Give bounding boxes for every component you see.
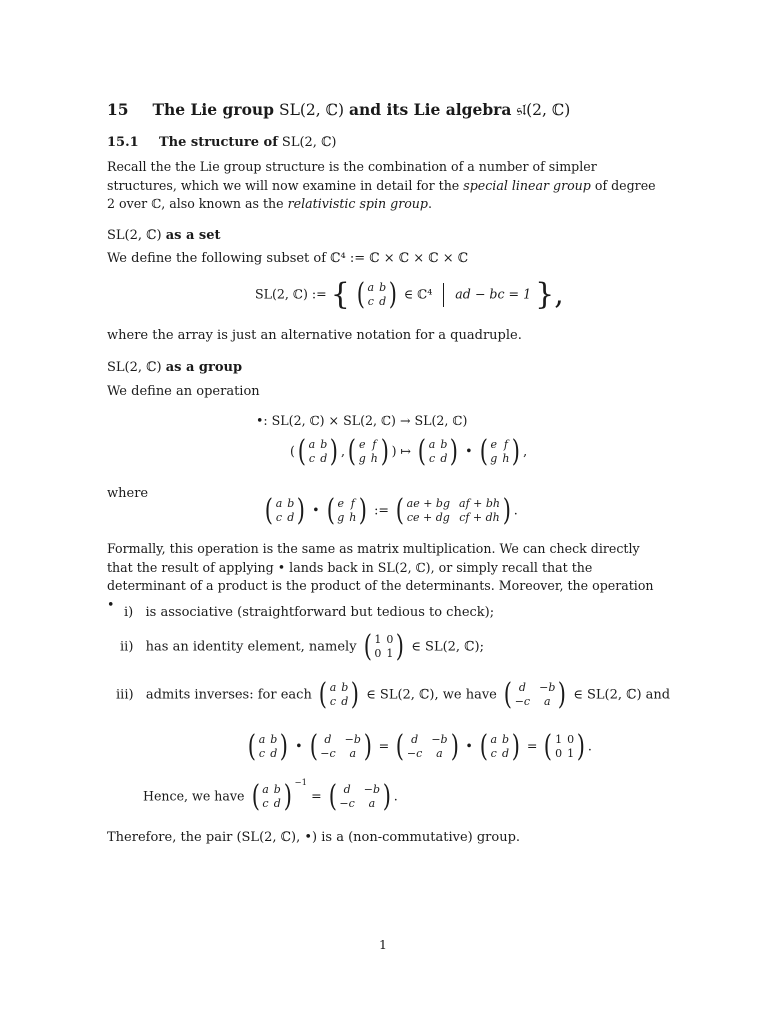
matrix-parenthesis: ( bbox=[395, 493, 404, 528]
matrix-entry: 0 bbox=[374, 647, 382, 660]
matrix-parenthesis: ) bbox=[351, 677, 360, 712]
matrix-entry: d bbox=[320, 452, 328, 465]
conclusion: Therefore, the pair (SL(2, ℂ), •) is a (non-commutative) group. bbox=[107, 830, 521, 845]
matrix-entry: a bbox=[329, 681, 337, 694]
op-map-matrix-3 bbox=[416, 434, 460, 469]
matrix-entry: c bbox=[367, 295, 374, 308]
set-def-matrix bbox=[355, 277, 399, 312]
matrix-entry: 1 bbox=[374, 633, 382, 646]
matrix-entry: −b bbox=[363, 783, 381, 796]
matrix-entry: c bbox=[308, 452, 315, 465]
inverse-check-matrix-2 bbox=[308, 729, 374, 764]
item-iii bbox=[116, 677, 671, 712]
item-iii-label: iii) bbox=[116, 687, 134, 703]
matrix-entry: f bbox=[372, 438, 377, 451]
product-result-matrix bbox=[394, 493, 513, 528]
matrix-parenthesis: ( bbox=[297, 434, 306, 469]
matrix-entry: b bbox=[379, 281, 387, 294]
matrix-entry: b bbox=[273, 783, 281, 796]
item-i-label: i) bbox=[124, 605, 134, 620]
set-def-condition: ad − bc = 1 bbox=[455, 286, 532, 302]
op-signature: •: SL(2, ℂ) × SL(2, ℂ) → SL(2, ℂ) bbox=[256, 413, 468, 428]
intro-text-1: Recall the the Lie group structure is the combination of a number of simpler structures, which we will now examine in detail for the bbox=[107, 159, 597, 193]
matrix-parenthesis: ( bbox=[247, 729, 256, 764]
matrix-entry: c bbox=[490, 747, 497, 760]
matrix-entry: c bbox=[258, 747, 266, 760]
intro-emphasis-1: special linear group bbox=[463, 177, 591, 193]
item-i bbox=[124, 604, 494, 622]
matrix-parenthesis: ( bbox=[544, 729, 553, 764]
group-heading-label: as a group bbox=[165, 360, 243, 375]
matrix-parenthesis: ) bbox=[380, 434, 389, 469]
matrix-entry: b bbox=[287, 497, 295, 510]
left-brace: { bbox=[330, 277, 350, 312]
section-heading bbox=[107, 100, 570, 120]
item-iii-matrix-2 bbox=[502, 677, 568, 712]
matrix-parenthesis: ( bbox=[479, 434, 488, 469]
matrix-parenthesis: ) bbox=[558, 677, 567, 712]
matrix-entry: a bbox=[543, 695, 551, 708]
intro-emphasis-2: relativistic spin group bbox=[287, 196, 428, 211]
set-def-in-c4: ∈ ℂ⁴ bbox=[403, 286, 433, 302]
matrix-entry: a bbox=[258, 733, 266, 746]
matrix-entry: ce + dg bbox=[406, 511, 450, 524]
subsection-heading bbox=[107, 135, 337, 150]
matrix-entry: d bbox=[273, 797, 281, 810]
right-brace: }, bbox=[535, 277, 564, 312]
set-def-lhs: SL(2, ℂ) := bbox=[255, 286, 327, 302]
matrix-parenthesis: ) bbox=[363, 729, 372, 764]
matrix-parenthesis: ) bbox=[512, 434, 521, 469]
matrix-entry: g bbox=[337, 511, 345, 524]
matrix-entry: e bbox=[337, 497, 345, 510]
set-heading-label: as a set bbox=[165, 228, 221, 243]
matrix-entry: a bbox=[349, 747, 357, 760]
matrix-entry: d bbox=[343, 783, 351, 796]
inverse-check-identity bbox=[542, 729, 586, 764]
matrix-entry: g bbox=[490, 452, 498, 465]
matrix-parenthesis: ) bbox=[450, 729, 459, 764]
matrix-entry: d bbox=[518, 681, 526, 694]
matrix-parenthesis: ) bbox=[359, 493, 368, 528]
such-that-bar bbox=[443, 283, 444, 307]
intro-text-3: . bbox=[427, 196, 432, 211]
matrix-parenthesis: ( bbox=[328, 779, 337, 814]
subsection-number: 15.1 bbox=[107, 135, 139, 150]
matrix-entry: d bbox=[341, 695, 349, 708]
identity-matrix bbox=[362, 629, 406, 664]
matrix-entry: c bbox=[262, 797, 269, 810]
matrix-parenthesis: ) bbox=[396, 629, 405, 664]
matrix-parenthesis: ( bbox=[395, 729, 405, 764]
matrix-entry: f bbox=[350, 497, 355, 510]
op-map-matrix-1 bbox=[296, 434, 340, 469]
matrix-entry: a bbox=[368, 797, 376, 810]
section-algebra: 𝔰𝔩(2, ℂ) bbox=[516, 101, 571, 119]
matrix-entry: h bbox=[370, 452, 378, 465]
matrix-parenthesis: ) bbox=[280, 729, 289, 764]
hence-equation: Hence, we have ( a b c d ) $^{-1}$ = ( d −b −c a ) . bbox=[143, 778, 398, 814]
set-note: where the array is just an alternative notation for a quadruple. bbox=[107, 328, 522, 343]
matrix-entry: c bbox=[329, 695, 337, 708]
matrix-parenthesis: ( bbox=[356, 277, 365, 312]
matrix-parenthesis: ) bbox=[502, 493, 511, 528]
matrix-parenthesis: ) bbox=[388, 277, 398, 312]
matrix-parenthesis: ( bbox=[347, 434, 356, 469]
matrix-entry: a bbox=[428, 438, 436, 451]
item-iii-matrix-1 bbox=[317, 677, 361, 712]
section-title-mid: and its Lie algebra bbox=[348, 100, 512, 119]
matrix-entry: g bbox=[358, 452, 366, 465]
matrix-entry: −c bbox=[320, 747, 336, 760]
item-ii-text: has an identity element, namely bbox=[145, 639, 357, 655]
matrix-entry: a bbox=[308, 438, 316, 451]
op-map-matrix-2 bbox=[346, 434, 391, 469]
product-matrix-1 bbox=[263, 493, 307, 528]
matrix-entry: d bbox=[411, 733, 419, 746]
matrix-entry: ae + bg bbox=[406, 497, 451, 510]
hence-matrix-2 bbox=[327, 779, 393, 814]
set-definition-equation bbox=[255, 277, 564, 312]
matrix-entry: b bbox=[502, 733, 510, 746]
matrix-entry: −b bbox=[539, 681, 556, 694]
matrix-entry: af + bh bbox=[459, 497, 500, 510]
matrix-entry: b bbox=[341, 681, 349, 694]
matrix-entry: −c bbox=[514, 695, 531, 708]
intro-paragraph bbox=[107, 158, 662, 214]
matrix-entry: f bbox=[503, 438, 508, 451]
matrix-parenthesis: ( bbox=[251, 779, 260, 814]
matrix-entry: e bbox=[490, 438, 498, 451]
matrix-entry: d bbox=[502, 747, 510, 760]
matrix-entry: cf + dh bbox=[459, 511, 500, 524]
subsection-title-prefix: The structure of bbox=[158, 135, 278, 150]
group-heading bbox=[107, 359, 242, 377]
op-map-equation: ( ( a b c d ) , ( e f g h ) ) ↦ ( a b c d ) • ( e f g h ) , bbox=[290, 434, 528, 469]
matrix-entry: h bbox=[502, 452, 510, 465]
matrix-parenthesis: ) bbox=[576, 729, 586, 764]
inverse-check-matrix-1 bbox=[246, 729, 290, 764]
group-heading-group: SL(2, ℂ) bbox=[107, 360, 162, 375]
matrix-entry: −b bbox=[344, 733, 361, 746]
matrix-entry: 0 bbox=[567, 733, 575, 746]
matrix-entry: c bbox=[428, 452, 436, 465]
matrix-parenthesis: ( bbox=[363, 629, 372, 664]
inverse-check-matrix-4 bbox=[478, 729, 522, 764]
matrix-entry: a bbox=[490, 733, 498, 746]
hence-matrix-1 bbox=[250, 779, 294, 814]
matrix-parenthesis: ) bbox=[297, 493, 306, 528]
where-label: where bbox=[107, 486, 149, 501]
matrix-entry: 1 bbox=[567, 747, 575, 760]
matrix-entry: h bbox=[349, 511, 357, 524]
intro-text-2: of degree 2 over ℂ, also known as the bbox=[107, 177, 656, 211]
matrix-entry: d bbox=[379, 295, 387, 308]
matrix-entry: d bbox=[287, 511, 295, 524]
matrix-entry: 0 bbox=[555, 747, 563, 760]
product-matrix-2 bbox=[325, 493, 370, 528]
matrix-entry: 1 bbox=[386, 647, 394, 660]
matrix-parenthesis: ) bbox=[382, 779, 392, 814]
inverse-check-equation: ( a b c d ) • ( d −b −c a ) = ( d −b −c a ) • ( a b c d ) = ( 1 0 0 1 ) . bbox=[247, 729, 592, 764]
item-iii-tail: ∈ SL(2, ℂ) and bbox=[573, 687, 671, 703]
item-iii-text: admits inverses: for each bbox=[145, 687, 312, 703]
matrix-parenthesis: ( bbox=[479, 729, 488, 764]
matrix-parenthesis: ( bbox=[309, 729, 318, 764]
item-ii-tail: ∈ SL(2, ℂ); bbox=[411, 639, 484, 655]
item-iii-mid: ∈ SL(2, ℂ), we have bbox=[366, 687, 497, 703]
matrix-entry: b bbox=[270, 733, 278, 746]
set-heading bbox=[107, 227, 221, 245]
matrix-entry: −c bbox=[339, 797, 355, 810]
matrix-entry: a bbox=[275, 497, 283, 510]
product-definition-equation: ( a b c d ) • ( e f g h ) := ( ae + bg af + bh ce + dg cf + dh ) . bbox=[264, 493, 518, 528]
matrix-entry: d bbox=[270, 747, 278, 760]
matrix-parenthesis: ) bbox=[283, 779, 292, 814]
set-def-intro: We define the following subset of ℂ⁴ := ℂ × ℂ × ℂ × ℂ bbox=[107, 251, 469, 266]
section-title-prefix: The Lie group bbox=[152, 100, 275, 119]
matrix-parenthesis: ( bbox=[318, 677, 327, 712]
inverse-exponent: −1 bbox=[294, 778, 308, 789]
subsection-group: SL(2, ℂ) bbox=[281, 135, 337, 150]
matrix-parenthesis: ( bbox=[503, 677, 512, 712]
matrix-parenthesis: ) bbox=[330, 434, 339, 469]
item-ii-label: ii) bbox=[120, 639, 134, 655]
matrix-entry: 0 bbox=[386, 633, 394, 646]
matrix-entry: 1 bbox=[555, 733, 563, 746]
formal-paragraph: Formally, this operation is the same as matrix multiplication. We can check directly that the result of applying • lands back in SL(2, ℂ), or simply recall that the determinant of a product is the product of the determinants. Moreover, the operation • bbox=[107, 541, 654, 612]
matrix-entry: −c bbox=[406, 747, 423, 760]
matrix-parenthesis: ( bbox=[326, 493, 335, 528]
item-i-text: is associative (straightforward but tedious to check); bbox=[145, 605, 495, 620]
matrix-entry: a bbox=[367, 281, 375, 294]
matrix-entry: e bbox=[358, 438, 366, 451]
matrix-entry: b bbox=[440, 438, 448, 451]
matrix-parenthesis: ( bbox=[264, 493, 273, 528]
matrix-entry: a bbox=[436, 747, 443, 760]
item-ii bbox=[120, 629, 484, 664]
matrix-entry: d bbox=[440, 452, 448, 465]
op-map-matrix-4 bbox=[478, 434, 523, 469]
matrix-entry: a bbox=[262, 783, 269, 796]
matrix-entry: d bbox=[324, 733, 332, 746]
op-intro: We define an operation bbox=[107, 384, 260, 399]
hence-text: Hence, we have bbox=[143, 788, 245, 804]
matrix-parenthesis: ( bbox=[417, 434, 427, 469]
page-number: 1 bbox=[379, 937, 387, 952]
section-number: 15 bbox=[107, 100, 129, 119]
inverse-check-matrix-3 bbox=[394, 729, 460, 764]
matrix-entry: c bbox=[275, 511, 283, 524]
matrix-entry: −b bbox=[431, 733, 448, 746]
matrix-entry: b bbox=[320, 438, 328, 451]
set-heading-group: SL(2, ℂ) bbox=[107, 228, 162, 243]
matrix-parenthesis: ) bbox=[450, 434, 459, 469]
section-group: SL(2, ℂ) bbox=[278, 101, 345, 119]
matrix-parenthesis: ) bbox=[511, 729, 521, 764]
